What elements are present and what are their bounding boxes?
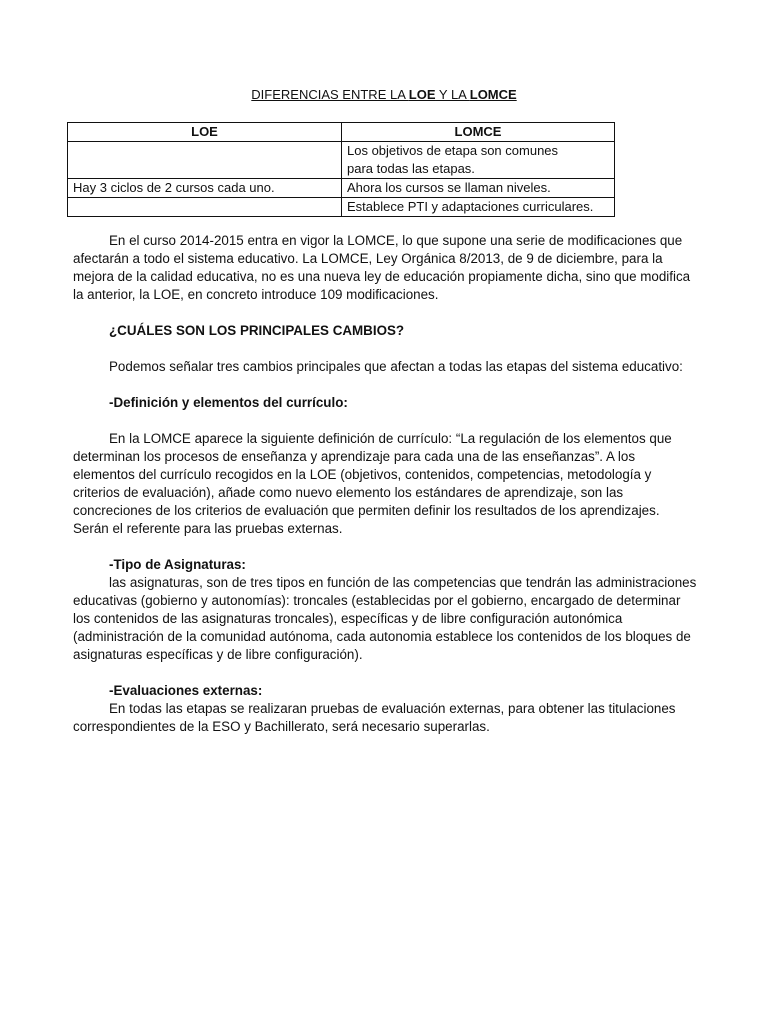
document-title [0,87,768,102]
title-loe: LOE [408,87,436,102]
title-middle: Y LA [435,87,470,102]
header-lomce: LOMCE [342,123,615,142]
section-question: ¿CUÁLES SON LOS PRINCIPALES CAMBIOS? [109,323,405,338]
table-cell: Ahora los cursos se llaman niveles. [342,179,615,198]
header-loe: LOE [68,123,342,142]
section-paragraph: En todas las etapas se realizaran pruebas de evaluación externas, para obtener las titulaciones correspondientes de la ESO y Bachillerato, será necesario superarlas. [73,701,676,734]
title-prefix: DIFERENCIAS ENTRE LA [251,87,409,102]
table-row [68,198,615,217]
intro-paragraph: En el curso 2014-2015 entra en vigor la LOMCE, lo que supone una serie de modificaciones que afectarán a todo el sistema educativo. La LOMCE, Ley Orgánica 8/2013, de 9 de diciembre, para la mejora de la calidad educativa, no es una nueva ley de educación propiamente dicha, sino que modifica la anterior, la LOE, en concreto introduce 109 modificaciones. [73,233,691,302]
table-row [68,179,615,198]
section-heading: -Definición y elementos del currículo: [109,395,348,410]
title-lomce: LOMCE [469,87,517,102]
lead-paragraph: Podemos señalar tres cambios principales que afectan a todas las etapas del sistema educativo: [109,359,683,374]
document-body [73,232,698,736]
comparison-table [67,122,615,217]
table-header-row [68,123,615,142]
section-heading: -Evaluaciones externas: [109,683,263,698]
table-cell: Hay 3 ciclos de 2 cursos cada uno. [68,179,342,198]
table-cell [68,142,342,179]
section-paragraph: las asignaturas, son de tres tipos en función de las competencias que tendrán las administraciones educativas (gobierno y autonomías): troncales (establecidas por el gobierno, encargado de determinar los contenidos de las asignaturas troncales), específicas y de libre configuración autonómica (administración de la comunidad autónoma, cada autonomia establece los contenidos de los bloques de asignaturas específicas y de libre configuración). [73,575,697,662]
table-row [68,142,615,179]
table-cell [68,198,342,217]
section-heading: -Tipo de Asignaturas: [109,557,246,572]
table-cell: Establece PTI y adaptaciones curriculares. [342,198,615,217]
section-paragraph: En la LOMCE aparece la siguiente definición de currículo: “La regulación de los elementos que determinan los procesos de enseñanza y aprendizaje para cada una de las enseñanzas”. A los elementos del currículo recogidos en la LOE (objetivos, contenidos, competencias, metodología y criterios de evaluación), añade como nuevo elemento los estándares de aprendizaje, son las concreciones de los criterios de evaluación que permiten definir los resultados de los aprendizajes. Serán el referente para las pruebas externas. [73,431,672,536]
table-cell: Los objetivos de etapa son comunes para todas las etapas. [342,142,615,179]
